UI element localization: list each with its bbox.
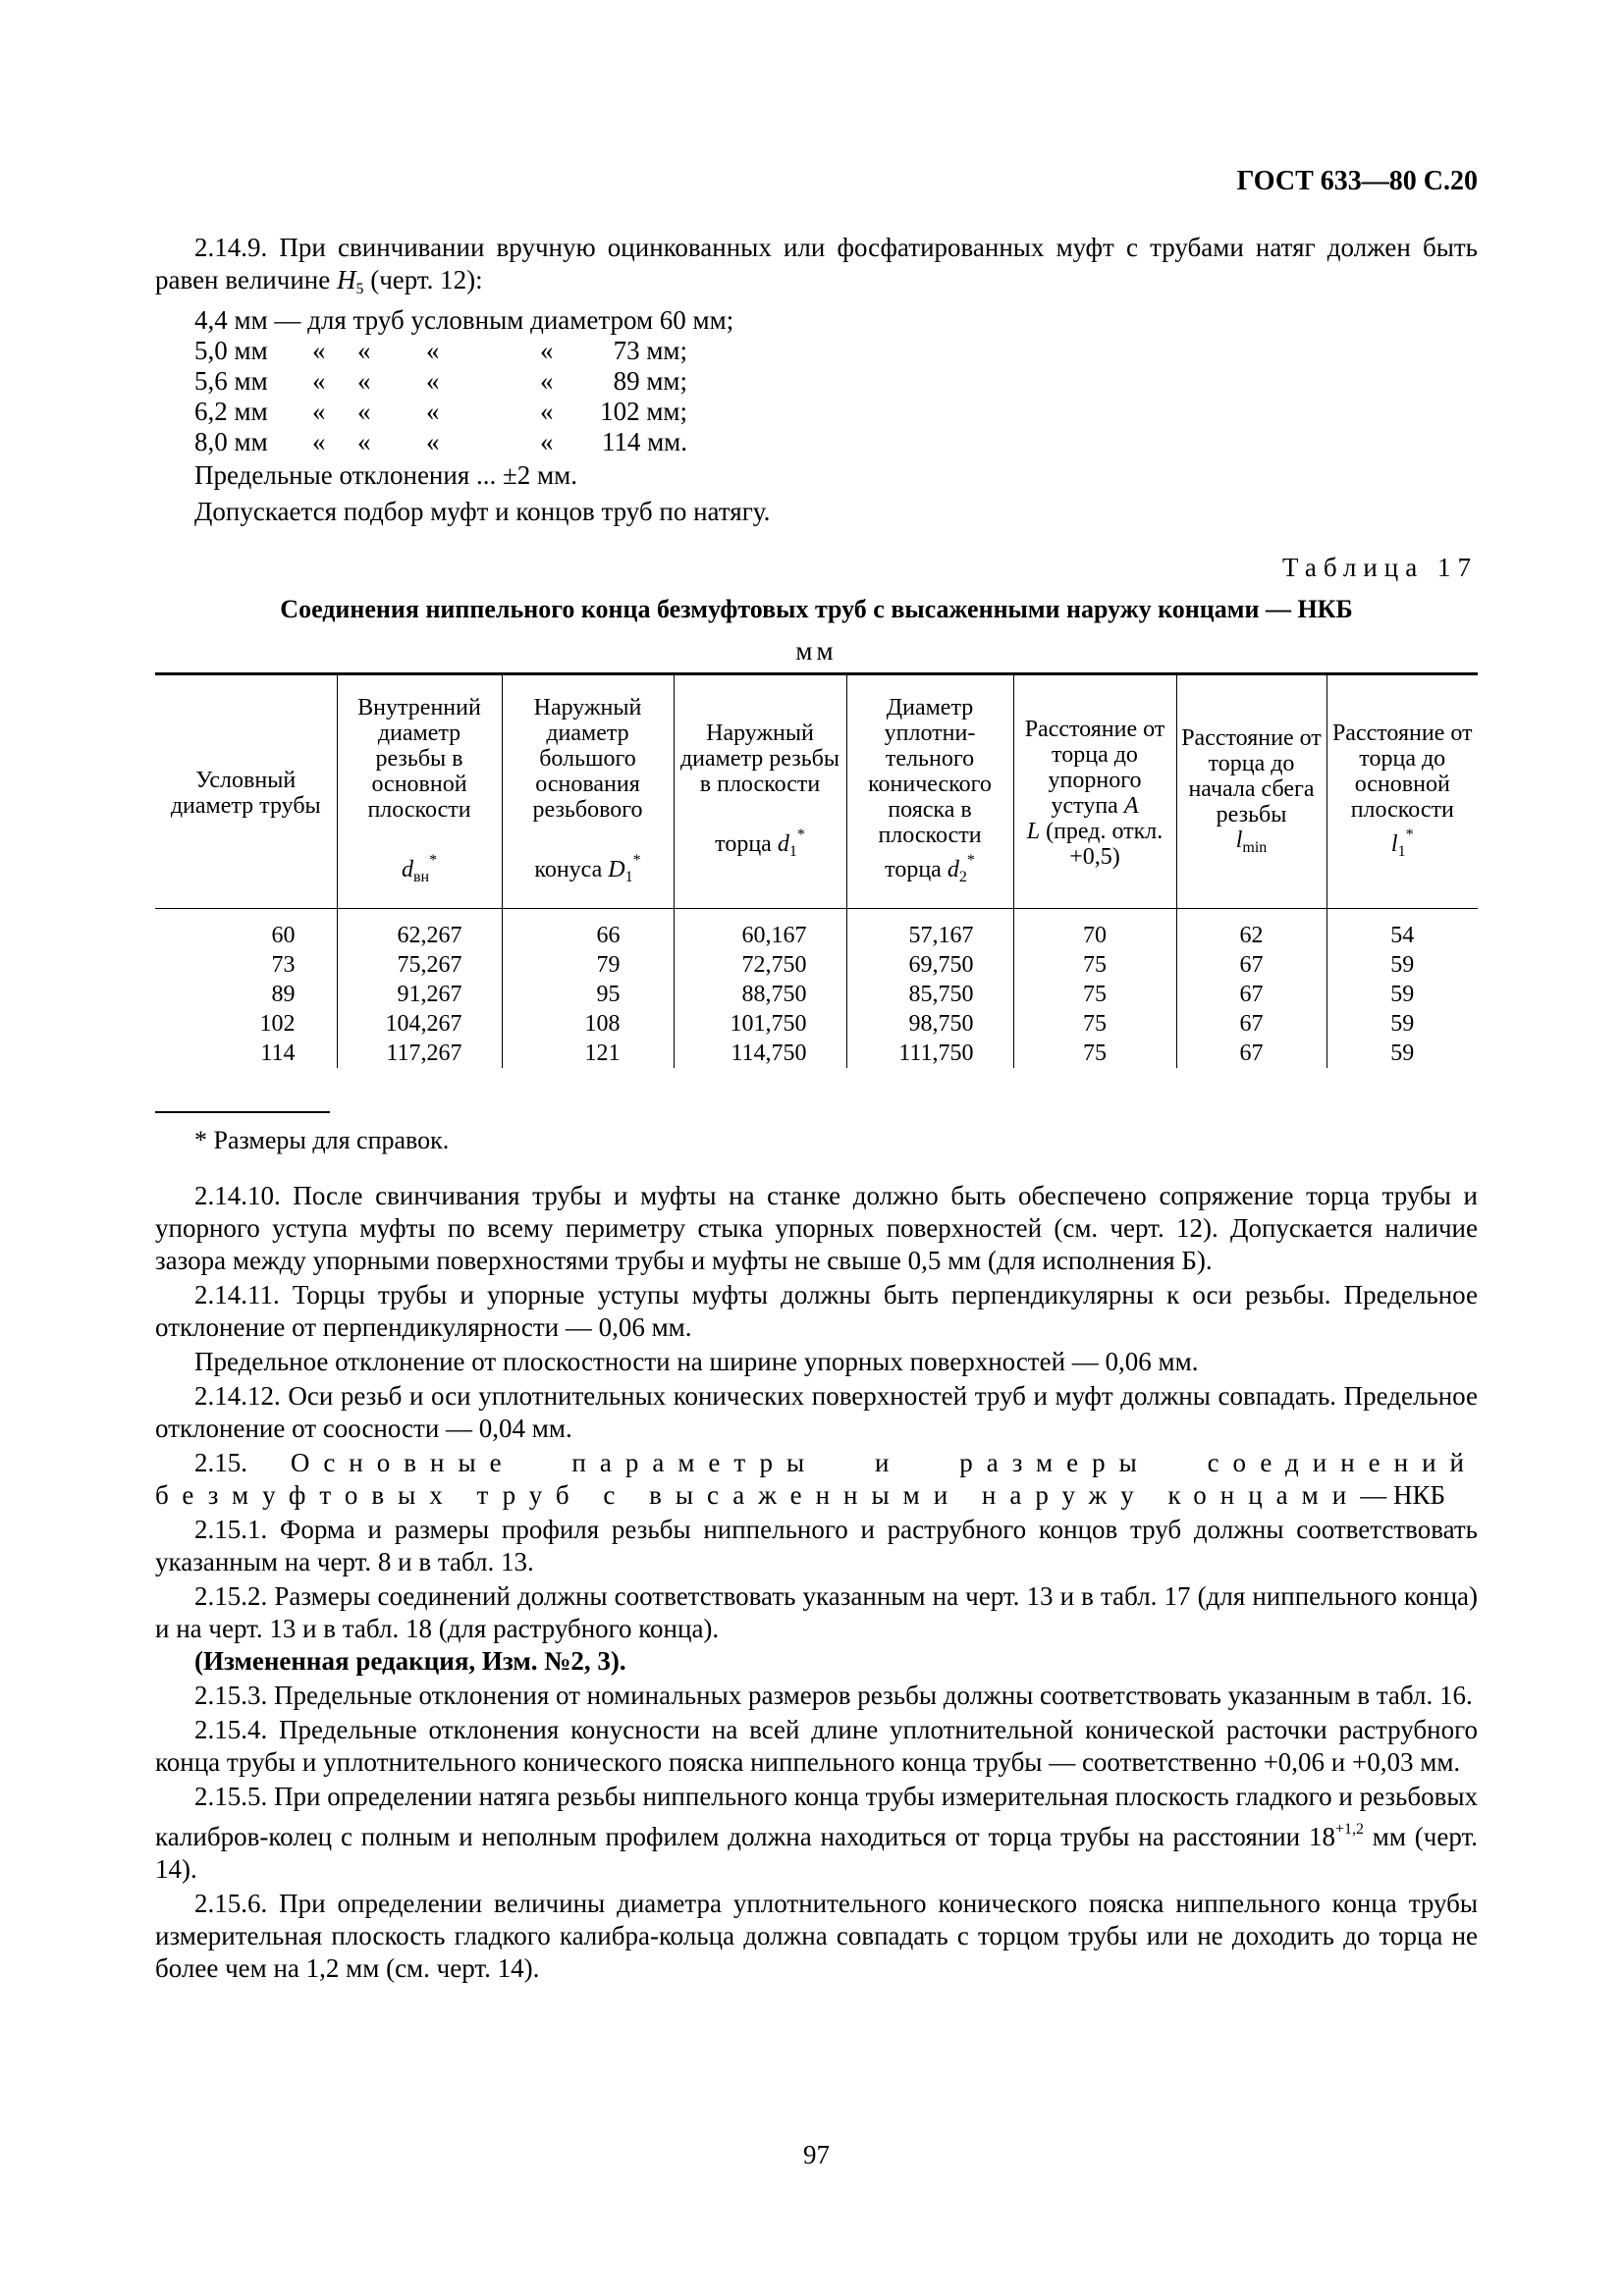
- paragraph-2-15-3: 2.15.3. Предельные отклонения от номинальных размеров резьбы должны соответствовать указанным в табл. 16.: [194, 1681, 1473, 1710]
- table-cell: 102: [259, 1011, 296, 1037]
- table-cell: 89: [271, 982, 296, 1007]
- table-cell: 67: [1176, 1009, 1326, 1039]
- table-cell: 67: [1176, 950, 1326, 980]
- table-cell: 67: [1176, 1039, 1326, 1068]
- table-cell: 54: [1326, 909, 1478, 951]
- table-cell: 62: [1176, 909, 1326, 951]
- col-header-seal-diameter: Диаметр уплотни-тельного конического пояска в плоскости торца $d_2^*$: [846, 674, 1013, 909]
- table-cell: 75,267: [337, 950, 502, 980]
- table-row: [155, 1039, 1478, 1068]
- page: [155, 0, 1478, 2296]
- table-caption: Таблица 17: [1282, 553, 1478, 582]
- table-row: [155, 1009, 1478, 1039]
- table-cell: 72,750: [674, 950, 846, 980]
- paragraph-2-14-11: 2.14.11. Торцы трубы и упорные уступы муфты должны быть перпендикулярны к оси резьбы. Предельное отклонение от перпендикулярности — 0,06 мм.: [155, 1280, 1478, 1342]
- table-cell: 75: [1013, 980, 1176, 1009]
- table-header-row: [155, 674, 1478, 909]
- col-header-cone-base-diameter: Наружный диаметр большого основания резьбового конуса $D_1^*$: [502, 674, 674, 909]
- paragraph-2-15-5: 2.15.5. При определении натяга резьбы ниппельного конца трубы измерительная плоскость гладкого и резьбовых калибров-колец с полным и неполным профилем должна находиться от торца трубы на расстоянии $18^{+1,2}$ мм (черт. 14).: [155, 1782, 1478, 1884]
- paragraph-2-14-12: 2.14.12. Оси резьб и оси уплотнительных конических поверхностей труб и муфт должны совпадать. Предельное отклонение от соосности — 0,04 мм.: [155, 1381, 1478, 1443]
- table-cell: 59: [1326, 1039, 1478, 1068]
- table-cell: 75: [1013, 1039, 1176, 1068]
- table-title: Соединения ниппельного конца безмуфтовых труб с высаженными наружу концами — НКБ: [280, 595, 1353, 623]
- amendment-note: (Измененная редакция, Изм. №2, 3).: [194, 1646, 626, 1676]
- table-cell: 57,167: [846, 909, 1013, 951]
- table-cell: 117,267: [337, 1039, 502, 1068]
- table-cell: 73: [271, 952, 296, 978]
- paragraph-2-14-9: 2.14.9. При свинчивании вручную оцинкованных или фосфатированных муфт с трубами натяг должен быть равен величине $H_5$ (черт. 12):: [155, 233, 1478, 297]
- table-cell: 88,750: [674, 980, 846, 1009]
- section-2-14-9: [155, 232, 1478, 530]
- col-header-outer-diameter: Наружный диаметр резьбы в плоскости торца $d_1^*$: [674, 674, 846, 909]
- paragraph-2-15-1: 2.15.1. Форма и размеры профиля резьбы ниппельного и раструбного концов труб должны соответствовать указанным на черт. 8 и в табл. 13.: [155, 1515, 1478, 1576]
- footnote-divider: [155, 1111, 330, 1113]
- col-header-inner-diameter: Внутренний диаметр резьбы в основной плоскости $d_{вн}^*$: [337, 674, 502, 909]
- table-row: [155, 909, 1478, 951]
- table-cell: 114,750: [674, 1039, 846, 1068]
- table-cell: 59: [1326, 980, 1478, 1009]
- table-unit: мм: [795, 636, 838, 666]
- col-header-runout-distance: Расстояние от торца до начала сбега резьбы $l_{min}$: [1176, 674, 1326, 909]
- table-cell: 60: [271, 923, 296, 948]
- table-row: [155, 980, 1478, 1009]
- paragraph-2-14-11-b: Предельное отклонение от плоскостности на ширине упорных поверхностей — 0,06 мм.: [194, 1347, 1199, 1376]
- table-cell: 75: [1013, 950, 1176, 980]
- paragraph-2-14-10: 2.14.10. После свинчивания трубы и муфты на станке должно быть обеспечено сопряжение торца трубы и упорного уступа муфты по всему периметру стыка упорных поверхностей (см. черт. 12). Допускается наличие зазора между упорными поверхностями трубы и муфты не свыше 0,5 мм (для исполнения Б).: [155, 1181, 1478, 1275]
- paragraph-2-15-4: 2.15.4. Предельные отклонения конусности на всей длине уплотнительной конической расточки раструбного конца трубы и уплотнительного конического пояска ниппельного конца трубы — соответственно +0,06 и +0,03 мм.: [155, 1715, 1478, 1777]
- table-cell: 67: [1176, 980, 1326, 1009]
- table-cell: 75: [1013, 1009, 1176, 1039]
- interference-row: 8,0 мм « « « « 114 мм.: [194, 427, 687, 456]
- table-cell: 91,267: [337, 980, 502, 1009]
- table-cell: 66: [502, 909, 674, 951]
- table-cell: 121: [502, 1039, 674, 1068]
- table-cell: 85,750: [846, 980, 1013, 1009]
- table-cell: 69,750: [846, 950, 1013, 980]
- table-17: [155, 672, 1478, 1068]
- interference-line-60: 4,4 мм — для труб условным диаметром 60 мм;: [194, 305, 734, 335]
- col-header-base-plane-distance: Расстояние от торца до основной плоскости $l_1^*$: [1326, 674, 1478, 909]
- table-cell: 62,267: [337, 909, 502, 951]
- table-cell: 108: [502, 1009, 674, 1039]
- interference-row: 6,2 мм « « « « 102 мм;: [194, 397, 687, 426]
- table-cell: 111,750: [846, 1039, 1013, 1068]
- table-cell: 98,750: [846, 1009, 1013, 1039]
- table-row: [155, 950, 1478, 980]
- body-text: [155, 1180, 1478, 1985]
- running-header: ГОСТ 633—80 С.20: [1236, 166, 1478, 196]
- table-cell: 70: [1013, 909, 1176, 951]
- col-header-shoulder-distance: Расстояние от торца до упорного уступа A L (пред. откл. +0,5): [1013, 674, 1176, 909]
- paragraph-2-15-2: 2.15.2. Размеры соединений должны соответствовать указанным на черт. 13 и в табл. 17 (для ниппельного конца) и на черт. 13 и в табл. 18 (для раструбного конца).: [155, 1581, 1478, 1643]
- paragraph-2-15-6: 2.15.6. При определении величины диаметра уплотнительного конического пояска ниппельного конца трубы измерительная плоскость гладкого калибра-кольца должна совпадать с торцом трубы или не доходить до торца не более чем на 1,2 мм (см. черт. 14).: [155, 1889, 1478, 1983]
- interference-row: 5,0 мм « « « « 73 мм;: [194, 336, 687, 365]
- section-heading-2-15: 2.15. Основные параметры и размеры соединений безмуфтовых труб с высаженными наружу концами— НКБ: [155, 1448, 1478, 1510]
- col-header-nominal-diameter: Условный диаметр трубы: [155, 674, 337, 909]
- table-cell: 59: [1326, 1009, 1478, 1039]
- table-cell: 60,167: [674, 909, 846, 951]
- table-cell: 114: [260, 1041, 296, 1066]
- allowance-line: Допускается подбор муфт и концов труб по натягу.: [194, 497, 771, 526]
- table-cell: 79: [502, 950, 674, 980]
- table-cell: 101,750: [674, 1009, 846, 1039]
- page-number: 97: [803, 2140, 830, 2169]
- table-cell: 95: [502, 980, 674, 1009]
- table-cell: 104,267: [337, 1009, 502, 1039]
- tolerance-line: Предельные отклонения ... ±2 мм.: [194, 460, 577, 490]
- interference-row: 5,6 мм « « « « 89 мм;: [194, 366, 687, 396]
- table-cell: 59: [1326, 950, 1478, 980]
- footnote: * Размеры для справок.: [194, 1126, 450, 1154]
